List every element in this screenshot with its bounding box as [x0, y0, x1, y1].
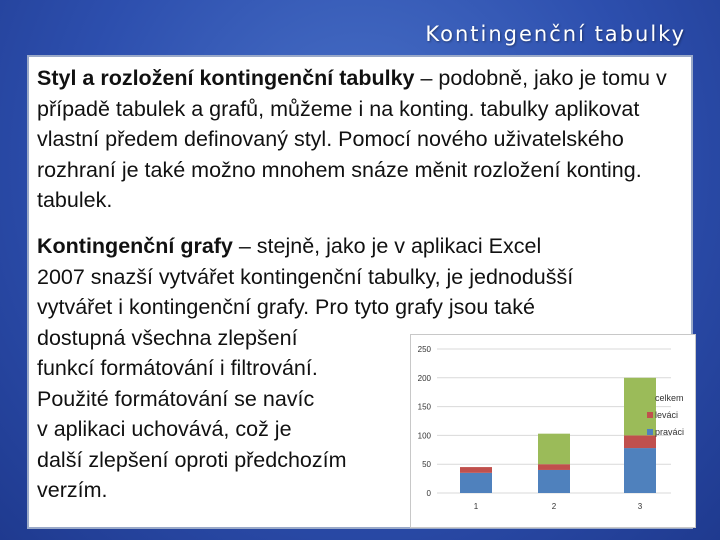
- paragraph-charts-line: dostupná všechna zlepšení: [37, 325, 298, 350]
- paragraph-styles-heading: Styl a rozložení kontingenční tabulky: [37, 66, 415, 90]
- legend-swatch: [647, 429, 653, 435]
- y-tick-label: 150: [417, 402, 431, 412]
- paragraph-charts-line: další zlepšení oproti předchozím: [37, 447, 347, 472]
- bar-segment: [624, 448, 656, 493]
- paragraph-styles-text: – podobně, jako je tomu v případě tabulek a grafů, můžeme i na konting. tabulky aplikovat vlastní předem definovaný styl. Pomocí nového uživatelského rozhraní je také možno mnohem snáze měnit rozložení konting. tabulek.: [37, 66, 667, 212]
- paragraph-charts-line: funkcí formátování i filtrování.: [37, 356, 318, 380]
- bar-segment: [624, 378, 656, 436]
- x-tick-label: 1: [473, 502, 479, 511]
- x-tick-label: 2: [551, 502, 557, 511]
- y-tick-label: 250: [417, 345, 431, 354]
- bar-segment: [460, 467, 492, 473]
- y-tick-label: 50: [422, 460, 431, 470]
- paragraph-charts-line: 2007 snazší vytvářet kontingenční tabulky, je jednodušší: [37, 264, 574, 289]
- paragraph-styles: [37, 63, 687, 216]
- legend-swatch: [647, 412, 653, 418]
- paragraph-charts-text: – stejně, jako je v aplikaci Excel: [232, 234, 542, 258]
- legend-swatch: [647, 395, 653, 401]
- y-tick-label: 100: [417, 431, 431, 441]
- chart-canvas: [411, 335, 695, 527]
- bar-segment: [624, 435, 656, 448]
- paragraph-charts-line: [37, 231, 687, 262]
- paragraph-charts-line: vytvářet i kontingenční grafy. Pro tyto grafy jsou také: [37, 295, 535, 319]
- pivot-chart[interactable]: [410, 334, 696, 528]
- y-tick-label: 200: [417, 373, 431, 383]
- paragraph-charts-line: verzím.: [37, 478, 108, 502]
- slide-title: Kontingenční tabulky: [425, 22, 686, 46]
- x-tick-label: 3: [637, 502, 643, 511]
- y-tick-label: 0: [426, 489, 431, 498]
- legend-label: celkem: [655, 393, 684, 403]
- bar-segment: [538, 470, 570, 493]
- paragraph-charts-heading: Kontingenční grafy: [37, 234, 233, 258]
- legend-label: praváci: [655, 427, 685, 437]
- bar-segment: [538, 434, 570, 465]
- bar-segment: [538, 464, 570, 470]
- legend-label: leváci: [655, 410, 679, 420]
- bar-segment: [460, 473, 492, 493]
- paragraph-charts-line: v aplikaci uchovává, což je: [37, 417, 292, 441]
- paragraph-charts-line: Použité formátování se navíc: [37, 386, 315, 411]
